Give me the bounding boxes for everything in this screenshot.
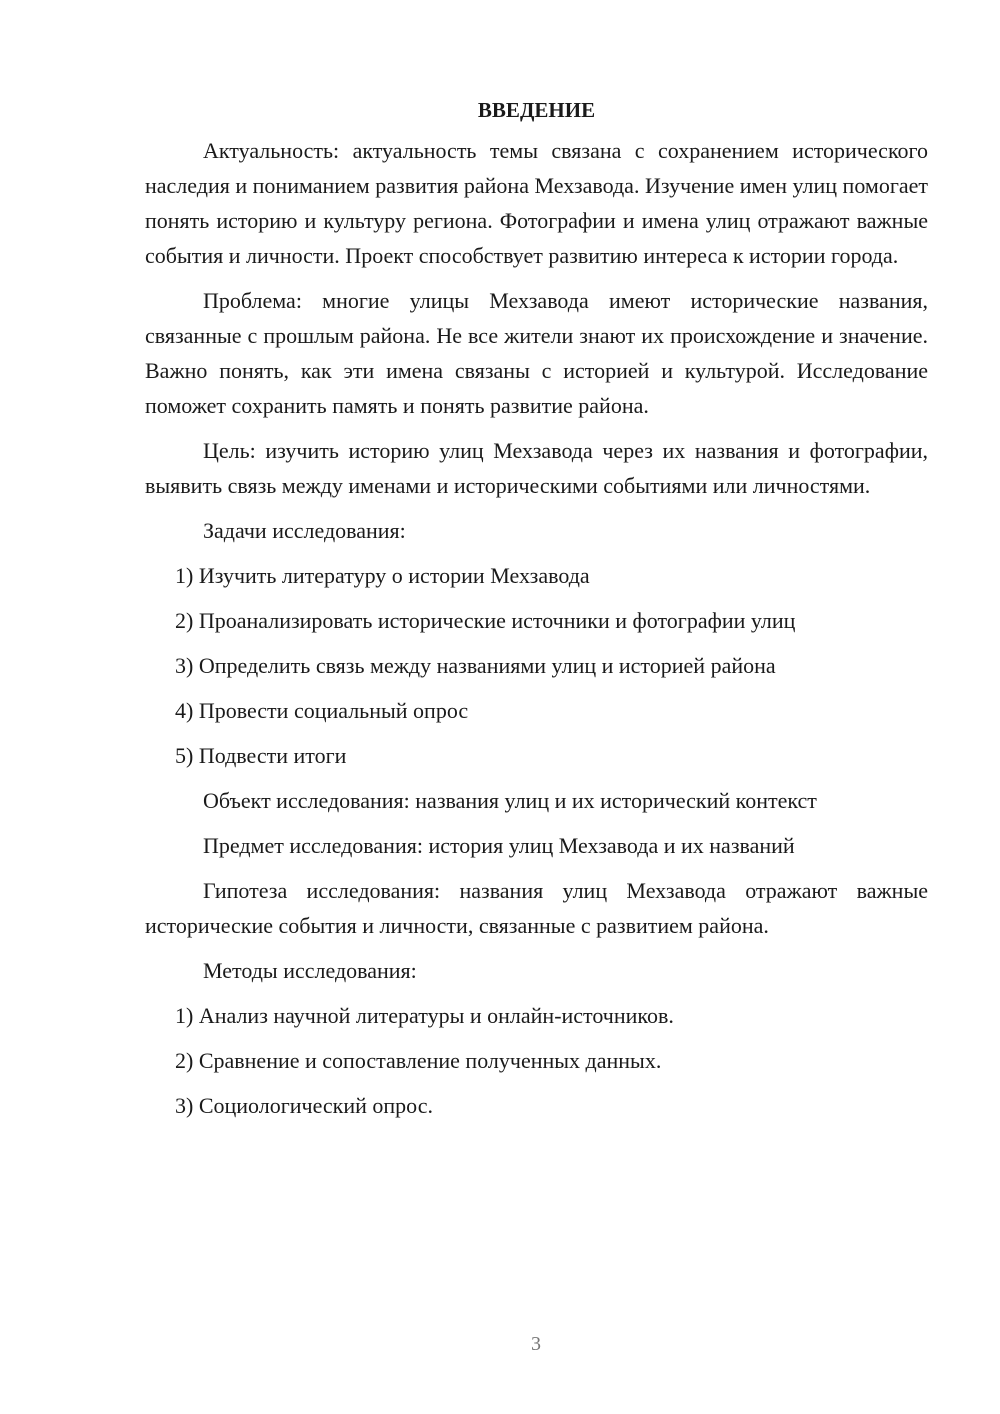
methods-heading: Методы исследования: — [203, 958, 417, 983]
list-item: 5) Подвести итоги — [175, 743, 347, 768]
page-number: 3 — [531, 1333, 541, 1355]
list-item: 2) Сравнение и сопоставление полученных данных. — [175, 1048, 662, 1073]
list-item: 3) Определить связь между названиями улиц и историей района — [175, 653, 776, 678]
goal-paragraph: Цель: изучить историю улиц Мехзавода через их названия и фотографии, выявить связь между именами и историческими событиями или личностями. — [145, 438, 928, 498]
hypothesis-paragraph: Гипотеза исследования: названия улиц Мехзавода отражают важные исторические события и личности, связанные с развитием района. — [145, 878, 928, 938]
problem-paragraph: Проблема: многие улицы Мехзавода имеют исторические названия, связанные с прошлым района. Не все жители знают их происхождение и значение. Важно понять, как эти имена связаны с историей и культурой. Исследование поможет сохранить память и понять развитие района. — [145, 288, 928, 418]
tasks-list — [145, 558, 928, 773]
document-page — [145, 95, 928, 1133]
research-object: Объект исследования: названия улиц и их исторический контекст — [203, 788, 817, 813]
research-subject: Предмет исследования: история улиц Мехзавода и их названий — [203, 833, 795, 858]
list-item: 3) Социологический опрос. — [175, 1093, 433, 1118]
page-title: ВВЕДЕНИЕ — [477, 98, 596, 122]
tasks-heading: Задачи исследования: — [203, 518, 406, 543]
list-item: 4) Провести социальный опрос — [175, 698, 469, 723]
list-item: 1) Изучить литературу о истории Мехзавода — [175, 563, 590, 588]
methods-list — [145, 998, 928, 1123]
list-item: 2) Проанализировать исторические источники и фотографии улиц — [175, 608, 796, 633]
list-item: 1) Анализ научной литературы и онлайн-источников. — [175, 1003, 674, 1028]
relevance-paragraph: Актуальность: актуальность темы связана с сохранением исторического наследия и пониманием развития района Мехзавода. Изучение имен улиц помогает понять историю и культуру региона. Фотографии и имена улиц отражают важные события и личности. Проект способствует развитию интереса к истории города. — [145, 138, 928, 268]
